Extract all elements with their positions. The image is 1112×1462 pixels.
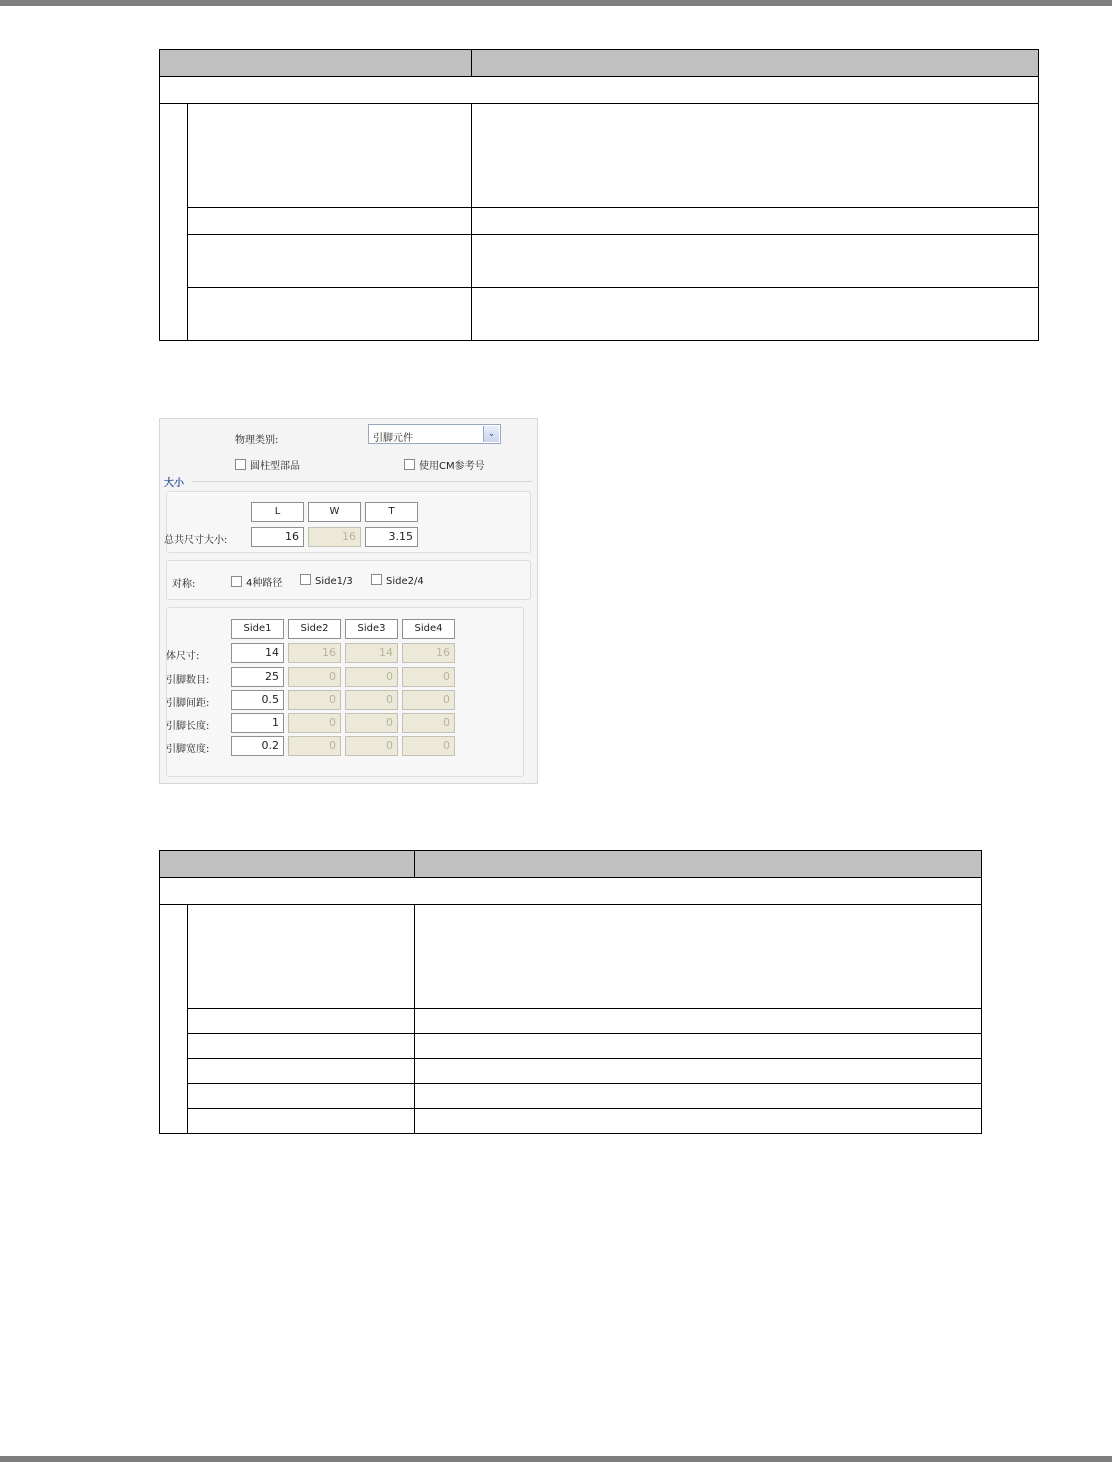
checkbox-icon[interactable]	[235, 459, 246, 470]
lead-width-side4-input: 0	[402, 736, 455, 756]
physical-type-select[interactable]	[368, 424, 501, 444]
table-row	[160, 905, 982, 1009]
lead-count-side3-input: 0	[345, 667, 398, 687]
checkbox-icon[interactable]	[404, 459, 415, 470]
use-cm-ref-label: 使用CM参考号	[419, 461, 485, 472]
table-row	[160, 1059, 982, 1084]
table-header-row	[160, 50, 1039, 77]
table-cell	[188, 905, 415, 1009]
table-row	[160, 77, 1039, 104]
symmetry-label: 对称:	[172, 579, 196, 590]
side-header-3: Side3	[345, 619, 398, 639]
table-cell	[415, 1009, 982, 1034]
table-cell	[415, 1109, 982, 1134]
table-cell	[472, 288, 1039, 341]
header-cell	[160, 851, 415, 878]
row-label-lead-width: 引脚宽度:	[166, 744, 210, 755]
size-input-t[interactable]: 3.15	[365, 527, 418, 547]
cylinder-part-label: 圆柱型部品	[250, 461, 300, 472]
table-cell	[188, 104, 472, 208]
symmetry-option-side24[interactable]	[371, 574, 424, 587]
body-size-side4-input: 16	[402, 643, 455, 663]
table-row	[160, 1034, 982, 1059]
table-row	[160, 235, 1039, 288]
lead-pitch-side4-input: 0	[402, 690, 455, 710]
header-cell	[472, 50, 1039, 77]
table-cell	[472, 235, 1039, 288]
checkbox-icon[interactable]	[231, 576, 242, 587]
table-cell	[188, 208, 472, 235]
lead-pitch-side2-input: 0	[288, 690, 341, 710]
row-label-body-size: 体尺寸:	[166, 651, 200, 662]
size-header-l: L	[251, 502, 304, 522]
chevron-down-icon[interactable]: ⌄	[483, 426, 499, 442]
lead-length-side3-input: 0	[345, 713, 398, 733]
table-cell	[188, 1009, 415, 1034]
side-header-1: Side1	[231, 619, 284, 639]
symmetry-option-4-path[interactable]	[231, 574, 282, 589]
spec-table-top	[159, 49, 1039, 341]
table-cell	[415, 1059, 982, 1084]
header-cell	[415, 851, 982, 878]
lead-count-side2-input: 0	[288, 667, 341, 687]
header-cell	[160, 50, 472, 77]
physical-type-label: 物理类别:	[235, 435, 279, 446]
table-cell	[188, 288, 472, 341]
component-size-dialog	[159, 418, 538, 784]
table-cell	[415, 905, 982, 1009]
table-cell	[188, 1109, 415, 1134]
bottom-rule	[0, 1456, 1112, 1462]
table-cell	[188, 1059, 415, 1084]
lead-width-side2-input: 0	[288, 736, 341, 756]
table-cell	[415, 1084, 982, 1109]
table-row	[160, 208, 1039, 235]
group-separator	[192, 481, 532, 482]
lead-length-side2-input: 0	[288, 713, 341, 733]
table-cell	[472, 104, 1039, 208]
table-row	[160, 104, 1039, 208]
table-cell	[188, 1034, 415, 1059]
lead-width-side3-input: 0	[345, 736, 398, 756]
table-cell	[415, 1034, 982, 1059]
row-label-lead-count: 引脚数目:	[166, 675, 210, 686]
lead-width-side1-input[interactable]: 0.2	[231, 736, 284, 756]
size-group-label: 大小	[164, 478, 184, 489]
lead-length-side4-input: 0	[402, 713, 455, 733]
table-row	[160, 288, 1039, 341]
use-cm-ref-checkbox[interactable]	[404, 457, 485, 472]
cylinder-part-checkbox[interactable]	[235, 457, 300, 472]
checkbox-icon[interactable]	[371, 574, 382, 585]
lead-pitch-side3-input: 0	[345, 690, 398, 710]
table-header-row	[160, 851, 982, 878]
body-size-side2-input: 16	[288, 643, 341, 663]
symmetry-option-label: Side1/3	[315, 576, 353, 587]
table-row	[160, 1009, 982, 1034]
lead-count-side1-input[interactable]: 25	[231, 667, 284, 687]
physical-type-value: 引脚元件	[373, 433, 413, 444]
size-header-t: T	[365, 502, 418, 522]
row-label-lead-length: 引脚长度:	[166, 721, 210, 732]
row-label-lead-pitch: 引脚间距:	[166, 698, 210, 709]
side-header-4: Side4	[402, 619, 455, 639]
size-header-w: W	[308, 502, 361, 522]
symmetry-option-side13[interactable]	[300, 574, 353, 587]
side-header-2: Side2	[288, 619, 341, 639]
body-size-side1-input[interactable]: 14	[231, 643, 284, 663]
section-cell	[160, 77, 1039, 104]
table-row	[160, 1109, 982, 1134]
table-row	[160, 1084, 982, 1109]
lead-length-side1-input[interactable]: 1	[231, 713, 284, 733]
symmetry-option-label: 4种路径	[246, 578, 283, 589]
section-cell	[160, 878, 982, 905]
top-rule	[0, 0, 1112, 6]
table-row	[160, 878, 982, 905]
table-cell	[188, 235, 472, 288]
body-size-side3-input: 14	[345, 643, 398, 663]
overall-size-label: 总共尺寸大小:	[164, 535, 228, 546]
symmetry-option-label: Side2/4	[386, 576, 424, 587]
size-input-w: 16	[308, 527, 361, 547]
spec-table-bottom	[159, 850, 982, 1134]
size-input-l[interactable]: 16	[251, 527, 304, 547]
table-cell	[188, 1084, 415, 1109]
table-cell	[472, 208, 1039, 235]
lead-pitch-side1-input[interactable]: 0.5	[231, 690, 284, 710]
checkbox-icon[interactable]	[300, 574, 311, 585]
lead-count-side4-input: 0	[402, 667, 455, 687]
